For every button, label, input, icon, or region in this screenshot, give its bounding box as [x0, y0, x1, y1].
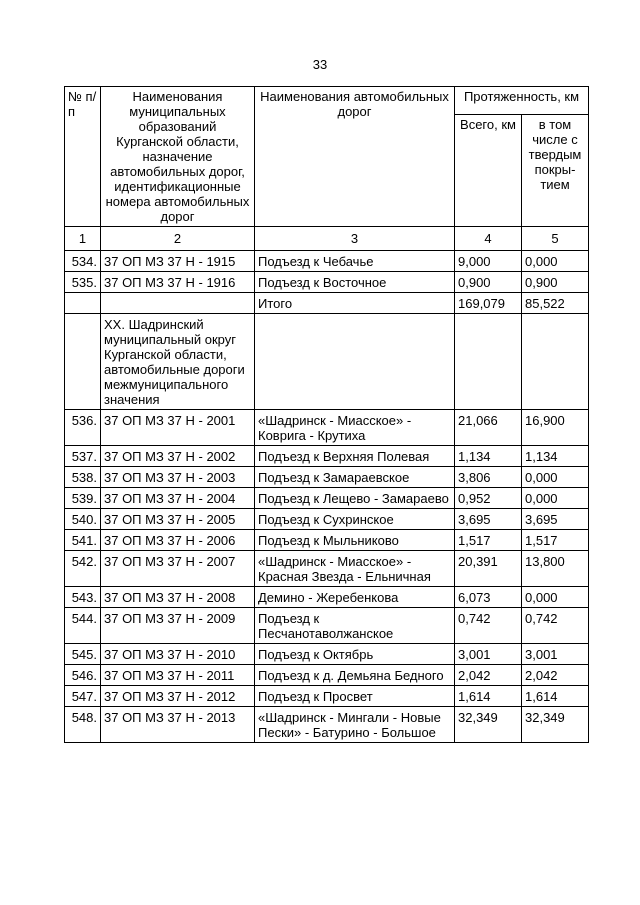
row-length-paved: 85,522	[522, 293, 589, 314]
row-length-total: 20,391	[455, 551, 522, 587]
row-road-name: Подъезд к Замараевское	[255, 467, 455, 488]
table-row	[65, 314, 589, 410]
row-length-total: 1,134	[455, 446, 522, 467]
row-road-id: 37 ОП МЗ 37 Н - 2001	[101, 410, 255, 446]
row-road-name: «Шадринск - Миасское» - Красная Звезда - Ельничная	[255, 551, 455, 587]
column-numbers-row	[65, 227, 589, 251]
row-length-paved: 0,000	[522, 251, 589, 272]
table-row	[65, 509, 589, 530]
row-number: 546.	[65, 665, 101, 686]
row-road-id: 37 ОП МЗ 37 Н - 1915	[101, 251, 255, 272]
row-length-paved: 3,695	[522, 509, 589, 530]
row-length-total: 1,614	[455, 686, 522, 707]
header-col-total: Всего, км	[455, 115, 522, 227]
row-road-name: Подъезд к Мыльниково	[255, 530, 455, 551]
table-row	[65, 467, 589, 488]
row-number: 537.	[65, 446, 101, 467]
row-road-id: 37 ОП МЗ 37 Н - 2008	[101, 587, 255, 608]
table-row	[65, 587, 589, 608]
row-length-total: 6,073	[455, 587, 522, 608]
header-col-municipality: Наименования муниципальных образований Курганской области, назначение автомобильных дорог, идентификационные номера автомобильных дорог	[101, 87, 255, 227]
row-length-paved: 1,614	[522, 686, 589, 707]
row-number: 544.	[65, 608, 101, 644]
row-length-total: 0,742	[455, 608, 522, 644]
column-number: 2	[101, 227, 255, 251]
row-length-total: 0,900	[455, 272, 522, 293]
row-length-total: 1,517	[455, 530, 522, 551]
row-length-paved: 1,517	[522, 530, 589, 551]
row-length-total: 3,695	[455, 509, 522, 530]
column-number: 5	[522, 227, 589, 251]
row-road-name: Подъезд к д. Демьяна Бедного	[255, 665, 455, 686]
row-number: 545.	[65, 644, 101, 665]
row-number: 542.	[65, 551, 101, 587]
row-length-paved: 0,900	[522, 272, 589, 293]
table-row	[65, 446, 589, 467]
row-road-name: «Шадринск - Мингали - Новые Пески» - Батурино - Большое	[255, 707, 455, 743]
table-row	[65, 644, 589, 665]
table-row	[65, 272, 589, 293]
header-col-paved: в том числе с твердым покры-тием	[522, 115, 589, 227]
row-number: 539.	[65, 488, 101, 509]
table-row	[65, 410, 589, 446]
row-number: 543.	[65, 587, 101, 608]
row-road-id: 37 ОП МЗ 37 Н - 2005	[101, 509, 255, 530]
table-row	[65, 530, 589, 551]
table-row	[65, 551, 589, 587]
row-road-name: Подъезд к Лещево - Замараево	[255, 488, 455, 509]
row-road-id: 37 ОП МЗ 37 Н - 2009	[101, 608, 255, 644]
row-road-id: 37 ОП МЗ 37 Н - 2013	[101, 707, 255, 743]
row-road-id: 37 ОП МЗ 37 Н - 2004	[101, 488, 255, 509]
row-length-total: 3,001	[455, 644, 522, 665]
row-road-id: XX. Шадринский муниципальный округ Курганской области, автомобильные дороги межмуниципального значения	[101, 314, 255, 410]
row-number: 540.	[65, 509, 101, 530]
row-length-total	[455, 314, 522, 410]
row-road-id: 37 ОП МЗ 37 Н - 2010	[101, 644, 255, 665]
row-road-name: Подъезд к Восточное	[255, 272, 455, 293]
row-length-total: 32,349	[455, 707, 522, 743]
row-length-paved: 0,000	[522, 587, 589, 608]
header-col-length: Протяженность, км	[455, 87, 589, 115]
roads-table	[64, 86, 589, 743]
row-road-name: Подъезд к Октябрь	[255, 644, 455, 665]
row-length-paved: 1,134	[522, 446, 589, 467]
row-number: 541.	[65, 530, 101, 551]
row-road-name: Итого	[255, 293, 455, 314]
row-number: 534.	[65, 251, 101, 272]
row-number: 548.	[65, 707, 101, 743]
row-number: 547.	[65, 686, 101, 707]
table-row	[65, 488, 589, 509]
row-length-paved: 0,742	[522, 608, 589, 644]
row-road-name: Подъезд к Чебачье	[255, 251, 455, 272]
page-number: 33	[312, 57, 328, 72]
row-road-name: Подъезд к Верхняя Полевая	[255, 446, 455, 467]
row-road-name: «Шадринск - Миасское» - Коврига - Крутиха	[255, 410, 455, 446]
table-header-row	[65, 87, 589, 115]
row-length-paved: 3,001	[522, 644, 589, 665]
table-row	[65, 665, 589, 686]
header-col-number: № п/п	[65, 87, 101, 227]
column-number: 1	[65, 227, 101, 251]
row-length-total: 169,079	[455, 293, 522, 314]
row-road-id: 37 ОП МЗ 37 Н - 2012	[101, 686, 255, 707]
row-length-paved: 16,900	[522, 410, 589, 446]
row-number	[65, 314, 101, 410]
row-length-total: 9,000	[455, 251, 522, 272]
row-length-total: 21,066	[455, 410, 522, 446]
table-row	[65, 293, 589, 314]
row-length-paved: 13,800	[522, 551, 589, 587]
row-road-id: 37 ОП МЗ 37 Н - 2006	[101, 530, 255, 551]
row-road-id: 37 ОП МЗ 37 Н - 2011	[101, 665, 255, 686]
row-length-paved	[522, 314, 589, 410]
column-number: 4	[455, 227, 522, 251]
row-road-id: 37 ОП МЗ 37 Н - 2002	[101, 446, 255, 467]
row-length-total: 3,806	[455, 467, 522, 488]
row-road-name: Подъезд к Просвет	[255, 686, 455, 707]
header-col-road-name: Наименования автомобильных дорог	[255, 87, 455, 227]
row-length-paved: 0,000	[522, 488, 589, 509]
row-length-paved: 32,349	[522, 707, 589, 743]
row-road-name: Демино - Жеребенкова	[255, 587, 455, 608]
row-road-name	[255, 314, 455, 410]
row-number: 536.	[65, 410, 101, 446]
row-length-total: 2,042	[455, 665, 522, 686]
row-road-id	[101, 293, 255, 314]
row-length-paved: 0,000	[522, 467, 589, 488]
row-number: 538.	[65, 467, 101, 488]
row-number: 535.	[65, 272, 101, 293]
table-row	[65, 251, 589, 272]
row-road-id: 37 ОП МЗ 37 Н - 1916	[101, 272, 255, 293]
row-road-id: 37 ОП МЗ 37 Н - 2003	[101, 467, 255, 488]
row-road-id: 37 ОП МЗ 37 Н - 2007	[101, 551, 255, 587]
table-row	[65, 608, 589, 644]
row-road-name: Подъезд к Сухринское	[255, 509, 455, 530]
column-number: 3	[255, 227, 455, 251]
row-road-name: Подъезд к Песчанотаволжанское	[255, 608, 455, 644]
row-length-total: 0,952	[455, 488, 522, 509]
table-row	[65, 707, 589, 743]
table-row	[65, 686, 589, 707]
row-length-paved: 2,042	[522, 665, 589, 686]
row-number	[65, 293, 101, 314]
